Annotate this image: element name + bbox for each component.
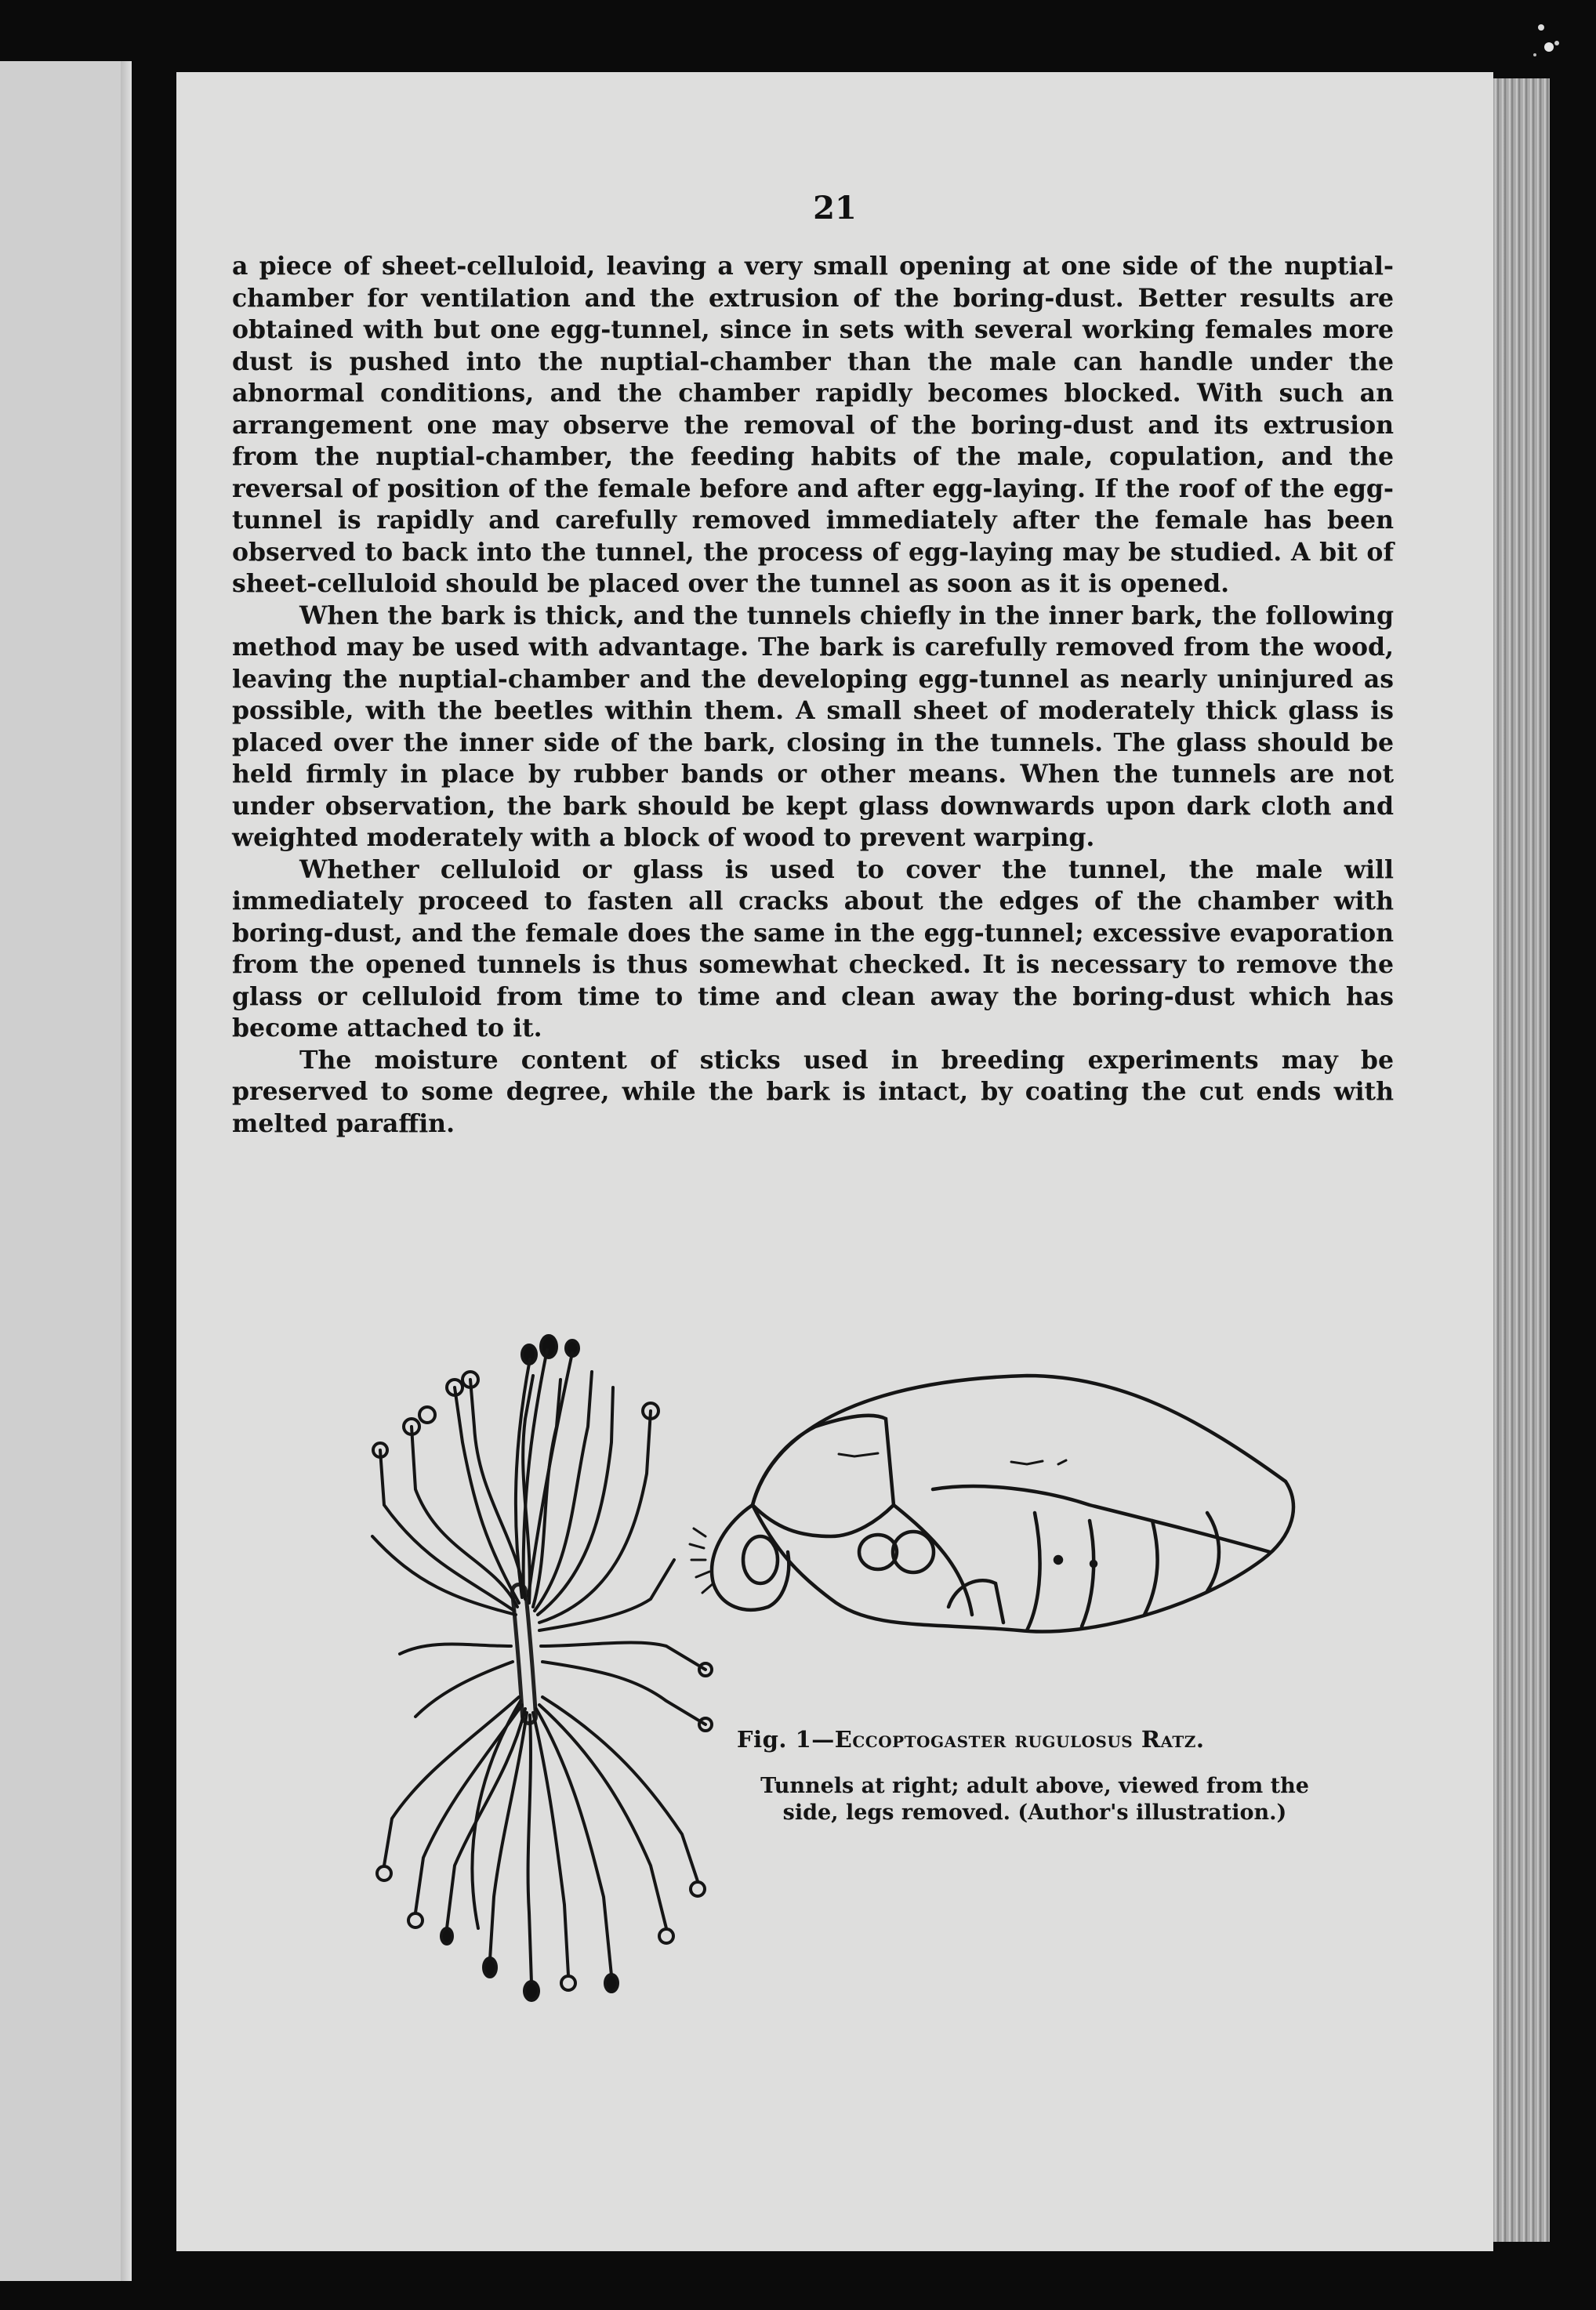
- tunnel-gallery-drawing: [372, 1336, 712, 2000]
- figure-caption-body: Tunnels at right; adult above, viewed from the side, legs removed. (Author's illustration.): [760, 1774, 1309, 1825]
- paragraph: a piece of sheet-celluloid, leaving a very small opening at one side of the nuptial-chamber for ventilation and the extrusion of the boring-dust. Better results are obtained with but one egg-tunnel, since in sets with several working females more dust is pushed into the nuptial-chamber than the male can handle under the abnormal conditions, and the chamber rapidly becomes blocked. With such an arrangement one may observe the removal of the boring-dust and its extrusion from the nuptial-chamber, the feeding habits of the male, copulation, and the reversal of position of the female before and after egg-laying. If the roof of the egg-tunnel is rapidly and carefully removed immediately after the female has been observed to back into the tunnel, the process of egg-laying may be studied. A bit of sheet-celluloid should be placed over the tunnel as soon as it is opened.: [232, 252, 1394, 598]
- beetle-side-view-drawing: [690, 1376, 1293, 1632]
- facing-page-edge: [0, 61, 132, 2281]
- figure-label: Fig. 1—: [737, 1726, 835, 1753]
- paragraph: The moisture content of sticks used in breeding experiments may be preserved to some degree, while the bark is intact, by coating the cut ends with melted paraffin.: [232, 1045, 1394, 1138]
- figure-caption-title: [737, 1726, 1333, 1753]
- page-stack-edge: [1493, 78, 1550, 2242]
- paragraph: Whether celluloid or glass is used to cover the tunnel, the male will immediately proceed to fasten all cracks about the edges of the chamber with boring-dust, and the female does the same in the egg-tunnel; excessive evaporation from the opened tunnels is thus somewhat checked. It is necessary to remove the glass or celluloid from time to time and clean away the boring-dust which has become attached to it.: [232, 854, 1394, 1043]
- page-number: 21: [813, 190, 857, 227]
- body-text: [232, 251, 1394, 1140]
- figure-species: Eccoptogaster rugulosus Ratz.: [834, 1726, 1205, 1753]
- figure-illustration: [337, 1301, 1325, 2085]
- paragraph: When the bark is thick, and the tunnels chiefly in the inner bark, the following method may be used with advantage. The bark is carefully removed from the wood, leaving the nuptial-chamber and the developing egg-tunnel as nearly uninjured as possible, with the beetles within them. A small sheet of moderately thick glass is placed over the inner side of the bark, closing in the tunnels. The glass should be held firmly in place by rubber bands or other means. When the tunnels are not under observation, the bark should be kept glass downwards upon dark cloth and weighted moderately with a block of wood to prevent warping.: [232, 600, 1394, 852]
